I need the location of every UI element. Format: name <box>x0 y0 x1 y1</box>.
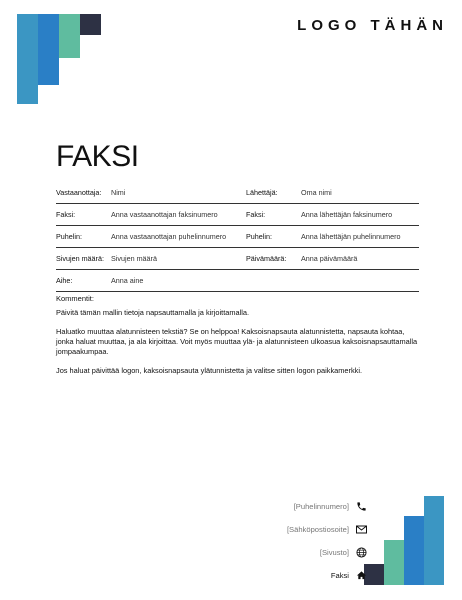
fax-fields-table <box>56 182 419 303</box>
recipient-label: Vastaanottaja: <box>56 188 102 197</box>
top-left-block-blue <box>38 14 59 85</box>
field-row-phone <box>56 226 419 248</box>
date-label: Päivämäärä: <box>246 254 287 263</box>
recipient-phone-value[interactable]: Anna vastaanottajan puhelinnumero <box>111 232 227 241</box>
footer-email-text: [Sähköpostiosoite] <box>286 524 349 534</box>
footer-fax[interactable] <box>331 569 367 581</box>
top-left-block-mint <box>59 14 80 58</box>
bottom-right-block-navy <box>364 564 384 585</box>
comments-label: Kommentit: <box>56 294 94 303</box>
footer-website[interactable] <box>320 546 367 558</box>
envelope-icon <box>355 523 367 535</box>
sender-label: Lähettäjä: <box>246 188 278 197</box>
recipient-phone-label: Puhelin: <box>56 232 82 241</box>
comments-body[interactable] <box>56 308 422 385</box>
globe-icon <box>355 546 367 558</box>
recipient-fax-label: Faksi: <box>56 210 76 219</box>
top-left-block-blue-tall <box>17 14 38 104</box>
body-paragraph: Haluatko muuttaa alatunnisteen tekstiä? Se on helppoa! Kaksoisnapsauta alatunnistetta, napsauta kohtaa, jonka haluat muuttaa, ja ala kirjoittaa. Voit myös muuttaa ylä- ja alatunnisteen ulkoasua kaksoisnapsauttamalla jompaakumpaa. <box>56 327 418 356</box>
bottom-right-block-blue-tall <box>424 496 444 585</box>
field-row-fax <box>56 204 419 226</box>
sender-value[interactable]: Oma nimi <box>301 188 332 197</box>
date-value[interactable]: Anna päivämäärä <box>301 254 358 263</box>
sender-fax-label: Faksi: <box>246 210 266 219</box>
phone-icon <box>355 500 367 512</box>
footer-phone[interactable] <box>294 500 367 512</box>
page-title: FAKSI <box>56 140 139 173</box>
body-paragraph: Päivitä tämän mallin tietoja napsauttamalla ja kirjoittamalla. <box>56 308 250 317</box>
top-left-block-navy <box>80 14 101 35</box>
footer-website-text: [Sivusto] <box>319 547 349 557</box>
body-paragraph: Jos haluat päivittää logon, kaksoisnapsauta ylätunnistetta ja valitse sitten logon paikkamerkki. <box>56 366 363 375</box>
subject-label: Aihe: <box>56 276 73 285</box>
footer-phone-text: [Puhelinnumero] <box>293 501 349 511</box>
field-row-recipient <box>56 182 419 204</box>
footer-fax-text: Faksi <box>330 570 349 580</box>
field-row-pages-date <box>56 248 419 270</box>
footer-email[interactable] <box>287 523 367 535</box>
sender-phone-value[interactable]: Anna lähettäjän puhelinnumero <box>301 232 401 241</box>
page-count-value[interactable]: Sivujen määrä <box>111 254 157 263</box>
home-icon <box>355 569 367 581</box>
logo-placeholder[interactable]: LOGO TÄHÄN <box>297 17 448 34</box>
sender-phone-label: Puhelin: <box>246 232 272 241</box>
recipient-fax-value[interactable]: Anna vastaanottajan faksinumero <box>111 210 218 219</box>
field-row-subject <box>56 270 419 292</box>
page-count-label: Sivujen määrä: <box>56 254 104 263</box>
bottom-right-block-mint <box>384 540 404 585</box>
bottom-right-block-blue <box>404 516 424 585</box>
sender-fax-value[interactable]: Anna lähettäjän faksinumero <box>301 210 393 219</box>
recipient-value[interactable]: Nimi <box>111 188 126 197</box>
subject-value[interactable]: Anna aine <box>111 276 144 285</box>
